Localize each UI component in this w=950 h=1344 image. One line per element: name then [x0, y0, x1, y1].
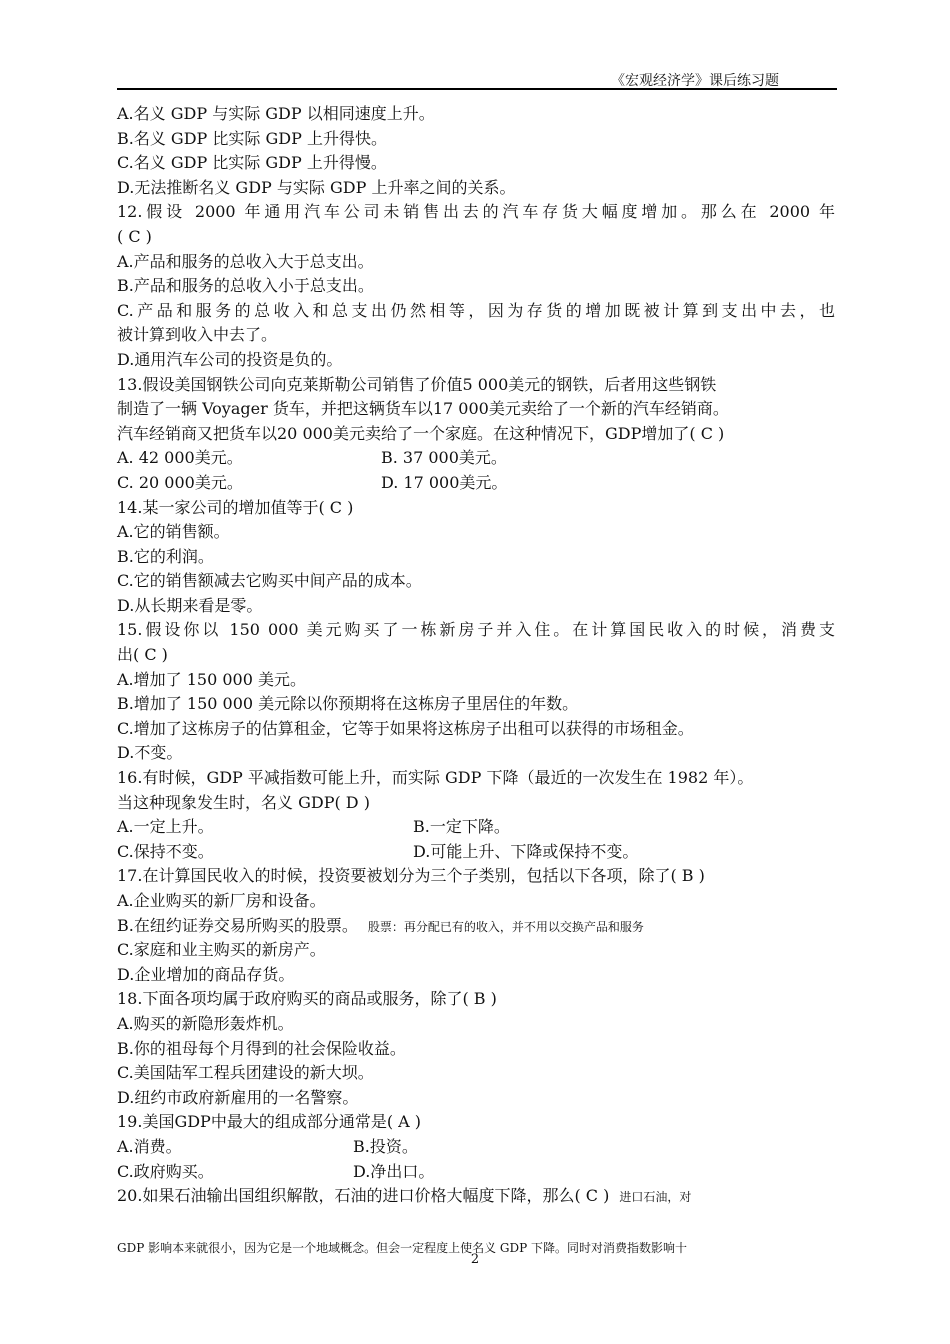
- option-line: C.家庭和业主购买的新房产。: [117, 940, 326, 960]
- option-d: D. 17 000美元。: [381, 472, 508, 492]
- option-line: A.它的销售额。: [117, 522, 230, 542]
- annotation-note: 股票：再分配已有的收入，并不用以交换产品和服务: [367, 919, 644, 934]
- header-rule: [117, 88, 837, 90]
- option-c: C. 20 000美元。: [117, 472, 243, 492]
- option-d: D.可能上升、下降或保持不变。: [413, 841, 639, 861]
- question-15-answer: 出( C ): [117, 645, 168, 665]
- option-row: [117, 840, 835, 865]
- question-13-stem: 汽车经销商又把货车以20 000美元卖给了一个家庭。在这种情况下，GDP增加了( C ): [117, 423, 725, 443]
- option-row: [117, 446, 835, 471]
- page-header: [117, 66, 837, 90]
- option-line: A.增加了 150 000 美元。: [117, 669, 306, 689]
- option-line: D.企业增加的商品存货。: [117, 964, 295, 984]
- document-body: [117, 102, 835, 1209]
- option-a: A.消费。: [117, 1136, 182, 1156]
- question-15-stem: 15.假设你以 150 000 美元购买了一栋新房子并入住。在计算国民收入的时候，消费支: [117, 620, 835, 640]
- option-line: A.企业购买的新厂房和设备。: [117, 891, 326, 910]
- option-d: D.净出口。: [353, 1161, 435, 1181]
- option-line: B.名义 GDP 比实际 GDP 上升得快。: [117, 128, 387, 148]
- option-c: C.政府购买。: [117, 1161, 214, 1181]
- option-line: C.美国陆军工程兵团建设的新大坝。: [117, 1063, 374, 1083]
- option-c: C.保持不变。: [117, 841, 214, 861]
- option-row: [117, 471, 835, 496]
- question-14-stem: 14.某一家公司的增加值等于( C ): [117, 497, 354, 517]
- question-13-stem: 制造了一辆 Voyager 货车，并把这辆货车以17 000美元卖给了一个新的汽车经销商。: [117, 399, 729, 419]
- annotation-note: 进口石油，对: [619, 1190, 692, 1205]
- question-13-stem: 13.假设美国钢铁公司向克莱斯勒公司销售了价值5 000美元的钢铁，后者用这些钢铁: [117, 374, 717, 394]
- option-b: B. 37 000美元。: [381, 448, 507, 468]
- option-b: B.在纽约证券交易所购买的股票。: [117, 915, 358, 935]
- option-line: D.不变。: [117, 743, 183, 763]
- option-line: A.名义 GDP 与实际 GDP 以相同速度上升。: [117, 104, 435, 123]
- question-16-stem: 当这种现象发生时，名义 GDP( D ): [117, 792, 370, 812]
- header-title: 《宏观经济学》课后练习题: [611, 73, 779, 89]
- question-12-answer: ( C ): [117, 226, 152, 246]
- question-19-stem: 19.美国GDP中最大的组成部分通常是( A ): [117, 1112, 422, 1132]
- question-18-stem: 18.下面各项均属于政府购买的商品或服务，除了( B ): [117, 989, 497, 1009]
- option-line: C.产品和服务的总收入和总支出仍然相等，因为存货的增加既被计算到支出中去，也: [117, 300, 835, 320]
- option-a: A. 42 000美元。: [117, 448, 243, 468]
- page-number: 2: [470, 1252, 480, 1267]
- option-line: B.它的利润。: [117, 546, 214, 566]
- question-12-stem: 12.假设 2000 年通用汽车公司未销售出去的汽车存货大幅度增加。那么在 2000 年: [117, 202, 835, 222]
- option-line: D.通用汽车公司的投资是负的。: [117, 349, 343, 369]
- option-line: 被计算到收入中去了。: [117, 325, 278, 345]
- option-line: D.纽约市政府新雇用的一名警察。: [117, 1087, 359, 1107]
- question-20-text: 20.如果石油输出国组织解散，石油的进口价格大幅度下降，那么( C ): [117, 1186, 610, 1206]
- option-row: [117, 1160, 835, 1185]
- annotation-continuation: GDP 影响本来就很小，因为它是一个地域概念。但会一定程度上使名义 GDP 下降。同时对消费指数影响十: [117, 1241, 688, 1255]
- option-row: [117, 1135, 835, 1160]
- option-line: B.增加了 150 000 美元除以你预期将在这栋房子里居住的年数。: [117, 694, 579, 714]
- option-line: B.产品和服务的总收入小于总支出。: [117, 276, 374, 296]
- option-line: C.它的销售额减去它购买中间产品的成本。: [117, 571, 422, 591]
- question-17-stem: 17.在计算国民收入的时候，投资要被划分为三个子类别，包括以下各项，除了( B ): [117, 866, 705, 886]
- option-line: D.从长期来看是零。: [117, 595, 263, 615]
- option-row: [117, 815, 835, 840]
- option-line: A.购买的新隐形轰炸机。: [117, 1013, 294, 1033]
- option-line: C.名义 GDP 比实际 GDP 上升得慢。: [117, 153, 387, 173]
- option-line: D.无法推断名义 GDP 与实际 GDP 上升率之间的关系。: [117, 177, 516, 197]
- option-line: B.你的祖母每个月得到的社会保险收益。: [117, 1038, 406, 1058]
- question-20-stem: [117, 1184, 835, 1209]
- option-line: A.产品和服务的总收入大于总支出。: [117, 251, 374, 271]
- option-a: A.一定上升。: [117, 817, 214, 837]
- option-line-with-note: [117, 914, 835, 939]
- option-line: C.增加了这栋房子的估算租金，它等于如果将这栋房子出租可以获得的市场租金。: [117, 718, 694, 738]
- option-b: B.投资。: [353, 1136, 418, 1156]
- question-16-stem: 16.有时候，GDP 平减指数可能上升，而实际 GDP 下降（最近的一次发生在 1982 年）。: [117, 768, 754, 788]
- option-b: B.一定下降。: [413, 817, 510, 837]
